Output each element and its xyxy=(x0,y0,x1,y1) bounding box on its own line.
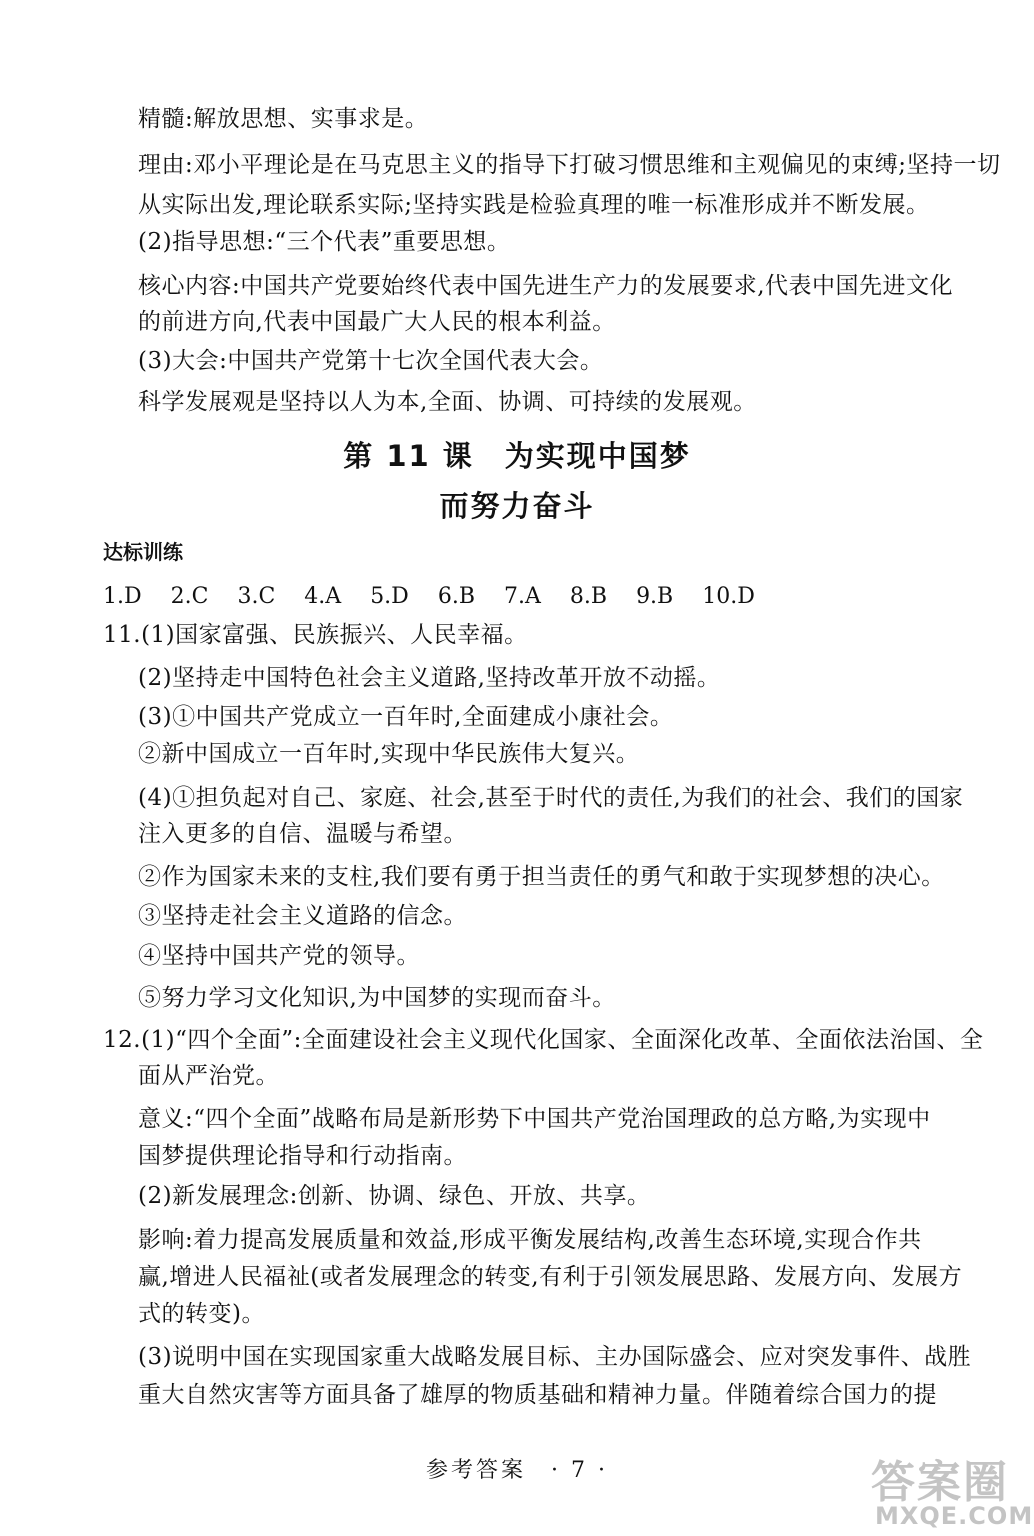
mcq-answer: 4.A xyxy=(304,584,342,609)
mcq-answers xyxy=(103,582,777,612)
answer-line: 意义:“四个全面”战略布局是新形势下中国共产党治国理政的总方略,为实现中 xyxy=(138,1106,931,1132)
answer-line: 影响:着力提高发展质量和效益,形成平衡发展结构,改善生态环境,实现合作共 xyxy=(138,1227,922,1253)
mcq-answer: 3.C xyxy=(237,584,276,609)
answer-line: ②新中国成立一百年时,实现中华民族伟大复兴。 xyxy=(138,741,640,767)
answer-line: (2)新发展理念:创新、协调、绿色、开放、共享。 xyxy=(138,1183,651,1209)
answer-line: 赢,增进人民福祉(或者发展理念的转变,有利于引领发展思路、发展方向、发展方 xyxy=(138,1264,963,1290)
section-heading: 达标训练 xyxy=(103,540,183,564)
intro-line: 核心内容:中国共产党要始终代表中国先进生产力的发展要求,代表中国先进文化 xyxy=(138,273,954,299)
mcq-answer: 5.D xyxy=(370,584,409,609)
mcq-answer: 1.D xyxy=(103,584,142,609)
intro-line: (3)大会:中国共产党第十七次全国代表大会。 xyxy=(138,348,604,374)
answer-line: 重大自然灾害等方面具备了雄厚的物质基础和精神力量。伴随着综合国力的提 xyxy=(138,1382,937,1408)
mcq-answer: 8.B xyxy=(569,584,608,609)
answer-line: ③坚持走社会主义道路的信念。 xyxy=(138,903,467,929)
lesson-title-continued: 而努力奋斗 xyxy=(439,489,595,523)
intro-line: 科学发展观是坚持以人为本,全面、协调、可持续的发展观。 xyxy=(138,389,757,415)
answer-line: (3)说明中国在实现国家重大战略发展目标、主办国际盛会、应对突发事件、战胜 xyxy=(138,1344,972,1370)
answer-line: ②作为国家未来的支柱,我们要有勇于担当责任的勇气和敢于实现梦想的决心。 xyxy=(138,864,945,890)
answer-line: (2)坚持走中国特色社会主义道路,坚持改革开放不动摇。 xyxy=(138,665,721,691)
answer-line: (4)①担负起对自己、家庭、社会,甚至于时代的责任,为我们的社会、我们的国家 xyxy=(138,785,964,811)
answer-line: ④坚持中国共产党的领导。 xyxy=(138,943,420,969)
intro-line: 的前进方向,代表中国最广大人民的根本利益。 xyxy=(138,309,616,335)
answer-line: 12.(1)“四个全面”:全面建设社会主义现代化国家、全面深化改革、全面依法治国、全 xyxy=(103,1027,984,1053)
mcq-answer: 6.B xyxy=(437,584,475,609)
intro-line: 从实际出发,理论联系实际;坚持实践是检验真理的唯一标准形成并不断发展。 xyxy=(138,192,930,218)
lesson-title: 第 11 课 为实现中国梦 xyxy=(343,439,691,473)
answer-line: ⑤努力学习文化知识,为中国梦的实现而奋斗。 xyxy=(138,985,616,1011)
intro-line: (2)指导思想:“三个代表”重要思想。 xyxy=(138,229,511,255)
mcq-answer: 2.C xyxy=(170,584,209,609)
intro-line: 理由:邓小平理论是在马克思主义的指导下打破习惯思维和主观偏见的束缚;坚持一切 xyxy=(138,152,1001,178)
intro-line: 精髓:解放思想、实事求是。 xyxy=(138,106,429,132)
mcq-answer: 10.D xyxy=(702,584,755,609)
watermark-url: MXQE.COM xyxy=(875,1502,1034,1530)
mcq-answer: 7.A xyxy=(504,584,541,609)
answer-line: 注入更多的自信、温暖与希望。 xyxy=(138,821,467,847)
page-footer: 参考答案 · 7 · xyxy=(426,1458,608,1483)
answer-line: 式的转变)。 xyxy=(138,1301,265,1327)
answer-line: 11.(1)国家富强、民族振兴、人民幸福。 xyxy=(103,622,528,648)
watermark-text: 答案圈 xyxy=(871,1457,1009,1508)
watermark-logo xyxy=(865,1446,1034,1532)
mcq-answer: 9.B xyxy=(636,584,674,609)
answer-line: 面从严治党。 xyxy=(138,1063,279,1089)
answer-line: (3)①中国共产党成立一百年时,全面建成小康社会。 xyxy=(138,704,674,730)
answer-line: 国梦提供理论指导和行动指南。 xyxy=(138,1143,467,1169)
